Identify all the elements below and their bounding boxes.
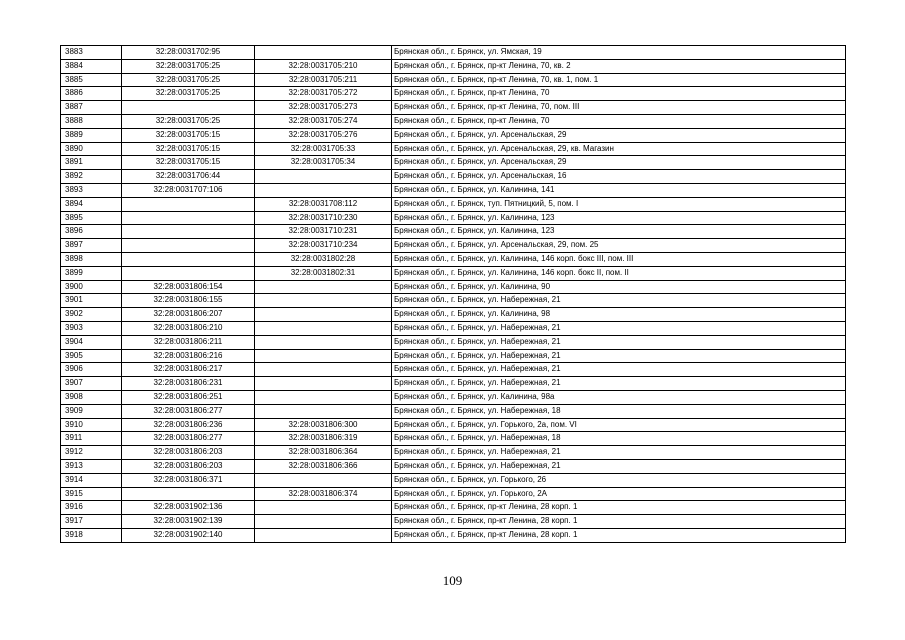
cadastral-number-cell [122, 211, 255, 225]
row-number-cell: 3901 [61, 294, 122, 308]
cadastral-number-cell: 32:28:0031806:277 [122, 432, 255, 446]
cadastral-number-2-cell: 32:28:0031705:34 [255, 156, 392, 170]
cadastral-number-2-cell [255, 335, 392, 349]
cadastral-number-2-cell: 32:28:0031806:300 [255, 418, 392, 432]
row-number-cell: 3915 [61, 487, 122, 501]
cadastral-number-cell: 32:28:0031705:15 [122, 156, 255, 170]
table-row [61, 183, 846, 197]
address-cell: Брянская обл., г. Брянск, ул. Калинина, 146 корп. бокс II, пом. II [392, 266, 846, 280]
address-cell: Брянская обл., г. Брянск, туп. Пятницкий, 5, пом. I [392, 197, 846, 211]
cadastral-number-cell: 32:28:0031806:210 [122, 321, 255, 335]
row-number-cell: 3918 [61, 528, 122, 542]
row-number-cell: 3892 [61, 170, 122, 184]
cadastral-number-cell: 32:28:0031902:139 [122, 515, 255, 529]
table-row [61, 211, 846, 225]
table-row [61, 294, 846, 308]
table-row [61, 46, 846, 60]
cadastral-number-cell: 32:28:0031705:25 [122, 87, 255, 101]
cadastral-number-2-cell: 32:28:0031705:276 [255, 128, 392, 142]
table-row [61, 515, 846, 529]
row-number-cell: 3898 [61, 252, 122, 266]
cadastral-number-cell: 32:28:0031705:15 [122, 142, 255, 156]
table-row [61, 170, 846, 184]
table-row [61, 501, 846, 515]
address-cell: Брянская обл., г. Брянск, ул. Набережная, 21 [392, 446, 846, 460]
table-row [61, 252, 846, 266]
page-number: 109 [442, 573, 463, 588]
cadastral-number-cell [122, 266, 255, 280]
table-row [61, 59, 846, 73]
row-number-cell: 3888 [61, 114, 122, 128]
row-number-cell: 3887 [61, 101, 122, 115]
table-row [61, 156, 846, 170]
cadastral-number-cell: 32:28:0031705:15 [122, 128, 255, 142]
address-cell: Брянская обл., г. Брянск, пр-кт Ленина, 70, пом. III [392, 101, 846, 115]
table-row [61, 432, 846, 446]
row-number-cell: 3893 [61, 183, 122, 197]
table-row [61, 308, 846, 322]
cadastral-number-2-cell: 32:28:0031802:31 [255, 266, 392, 280]
cadastral-number-cell: 32:28:0031902:136 [122, 501, 255, 515]
cadastral-number-2-cell: 32:28:0031705:211 [255, 73, 392, 87]
cadastral-number-cell: 32:28:0031806:236 [122, 418, 255, 432]
cadastral-number-cell: 32:28:0031706:44 [122, 170, 255, 184]
address-cell: Брянская обл., г. Брянск, пр-кт Ленина, 70 [392, 87, 846, 101]
table-row [61, 280, 846, 294]
cadastral-number-2-cell [255, 170, 392, 184]
row-number-cell: 3914 [61, 473, 122, 487]
row-number-cell: 3889 [61, 128, 122, 142]
address-cell: Брянская обл., г. Брянск, ул. Набережная, 21 [392, 459, 846, 473]
address-cell: Брянская обл., г. Брянск, ул. Горького, 2А [392, 487, 846, 501]
cadastral-number-2-cell [255, 404, 392, 418]
cadastral-number-2-cell: 32:28:0031806:374 [255, 487, 392, 501]
address-cell: Брянская обл., г. Брянск, ул. Набережная, 21 [392, 321, 846, 335]
row-number-cell: 3913 [61, 459, 122, 473]
cadastral-number-cell [122, 225, 255, 239]
row-number-cell: 3895 [61, 211, 122, 225]
row-number-cell: 3894 [61, 197, 122, 211]
row-number-cell: 3900 [61, 280, 122, 294]
cadastral-number-2-cell [255, 46, 392, 60]
cadastral-number-2-cell: 32:28:0031710:231 [255, 225, 392, 239]
address-cell: Брянская обл., г. Брянск, ул. Набережная, 18 [392, 432, 846, 446]
address-cell: Брянская обл., г. Брянск, ул. Калинина, 98а [392, 390, 846, 404]
row-number-cell: 3883 [61, 46, 122, 60]
address-cell: Брянская обл., г. Брянск, пр-кт Ленина, 70, кв. 1, пом. 1 [392, 73, 846, 87]
address-cell: Брянская обл., г. Брянск, ул. Набережная, 21 [392, 363, 846, 377]
table-row [61, 101, 846, 115]
address-cell: Брянская обл., г. Брянск, ул. Арсенальская, 29 [392, 128, 846, 142]
cadastral-number-2-cell: 32:28:0031705:272 [255, 87, 392, 101]
row-number-cell: 3912 [61, 446, 122, 460]
cadastral-number-2-cell: 32:28:0031705:210 [255, 59, 392, 73]
cadastral-number-2-cell: 32:28:0031708:112 [255, 197, 392, 211]
cadastral-number-2-cell: 32:28:0031705:273 [255, 101, 392, 115]
cadastral-number-2-cell [255, 308, 392, 322]
cadastral-number-2-cell: 32:28:0031705:33 [255, 142, 392, 156]
address-cell: Брянская обл., г. Брянск, ул. Арсенальская, 29, пом. 25 [392, 239, 846, 253]
row-number-cell: 3884 [61, 59, 122, 73]
address-cell: Брянская обл., г. Брянск, ул. Горького, 2а, пом. VI [392, 418, 846, 432]
cadastral-number-2-cell [255, 280, 392, 294]
cadastral-number-cell: 32:28:0031806:154 [122, 280, 255, 294]
cadastral-number-2-cell [255, 294, 392, 308]
cadastral-number-cell: 32:28:0031902:140 [122, 528, 255, 542]
cadastral-number-cell: 32:28:0031702:95 [122, 46, 255, 60]
row-number-cell: 3886 [61, 87, 122, 101]
address-cell: Брянская обл., г. Брянск, ул. Калинина, 123 [392, 211, 846, 225]
table-row [61, 128, 846, 142]
cadastral-number-cell: 32:28:0031806:203 [122, 446, 255, 460]
row-number-cell: 3909 [61, 404, 122, 418]
row-number-cell: 3910 [61, 418, 122, 432]
cadastral-number-2-cell: 32:28:0031802:28 [255, 252, 392, 266]
table-row [61, 266, 846, 280]
address-cell: Брянская обл., г. Брянск, ул. Ямская, 19 [392, 46, 846, 60]
table-row [61, 363, 846, 377]
table-row [61, 418, 846, 432]
cadastral-number-cell [122, 197, 255, 211]
cadastral-number-2-cell [255, 473, 392, 487]
table-row [61, 73, 846, 87]
address-cell: Брянская обл., г. Брянск, ул. Набережная, 18 [392, 404, 846, 418]
table-row [61, 390, 846, 404]
row-number-cell: 3905 [61, 349, 122, 363]
row-number-cell: 3899 [61, 266, 122, 280]
table-row [61, 335, 846, 349]
row-number-cell: 3904 [61, 335, 122, 349]
cadastral-number-cell: 32:28:0031705:25 [122, 73, 255, 87]
cadastral-number-cell: 32:28:0031806:207 [122, 308, 255, 322]
cadastral-number-cell: 32:28:0031806:203 [122, 459, 255, 473]
cadastral-number-cell [122, 252, 255, 266]
cadastral-number-2-cell [255, 501, 392, 515]
address-cell: Брянская обл., г. Брянск, ул. Набережная, 21 [392, 349, 846, 363]
cadastral-number-cell: 32:28:0031806:216 [122, 349, 255, 363]
table-row [61, 446, 846, 460]
table-row [61, 225, 846, 239]
table-row [61, 377, 846, 391]
table-body [61, 46, 846, 543]
cadastral-number-cell: 32:28:0031806:211 [122, 335, 255, 349]
row-number-cell: 3907 [61, 377, 122, 391]
row-number-cell: 3897 [61, 239, 122, 253]
address-cell: Брянская обл., г. Брянск, ул. Арсенальская, 29 [392, 156, 846, 170]
address-cell: Брянская обл., г. Брянск, пр-кт Ленина, 28 корп. 1 [392, 501, 846, 515]
cadastral-number-2-cell [255, 377, 392, 391]
table-row [61, 87, 846, 101]
address-cell: Брянская обл., г. Брянск, ул. Калинина, 90 [392, 280, 846, 294]
cadastral-number-2-cell [255, 515, 392, 529]
cadastral-number-cell [122, 101, 255, 115]
address-cell: Брянская обл., г. Брянск, пр-кт Ленина, 70, кв. 2 [392, 59, 846, 73]
cadastral-number-2-cell [255, 321, 392, 335]
address-cell: Брянская обл., г. Брянск, ул. Горького, 26 [392, 473, 846, 487]
row-number-cell: 3890 [61, 142, 122, 156]
address-cell: Брянская обл., г. Брянск, ул. Набережная, 21 [392, 294, 846, 308]
cadastral-number-2-cell [255, 183, 392, 197]
cadastral-number-2-cell [255, 528, 392, 542]
address-cell: Брянская обл., г. Брянск, ул. Калинина, 123 [392, 225, 846, 239]
row-number-cell: 3903 [61, 321, 122, 335]
table-row [61, 528, 846, 542]
cadastral-number-2-cell [255, 363, 392, 377]
table-row [61, 487, 846, 501]
address-cell: Брянская обл., г. Брянск, ул. Набережная, 21 [392, 377, 846, 391]
address-cell: Брянская обл., г. Брянск, ул. Арсенальская, 29, кв. Магазин [392, 142, 846, 156]
cadastral-number-cell: 32:28:0031806:155 [122, 294, 255, 308]
table-row [61, 321, 846, 335]
cadastral-number-cell: 32:28:0031707:106 [122, 183, 255, 197]
row-number-cell: 3916 [61, 501, 122, 515]
cadastral-number-cell: 32:28:0031806:277 [122, 404, 255, 418]
address-cell: Брянская обл., г. Брянск, пр-кт Ленина, 28 корп. 1 [392, 528, 846, 542]
address-cell: Брянская обл., г. Брянск, ул. Арсенальская, 16 [392, 170, 846, 184]
table-row [61, 142, 846, 156]
address-cell: Брянская обл., г. Брянск, ул. Набережная, 21 [392, 335, 846, 349]
cadastral-number-2-cell [255, 390, 392, 404]
row-number-cell: 3902 [61, 308, 122, 322]
cadastral-number-cell: 32:28:0031806:231 [122, 377, 255, 391]
cadastral-number-cell: 32:28:0031705:25 [122, 59, 255, 73]
cadastral-number-2-cell: 32:28:0031705:274 [255, 114, 392, 128]
cadastral-number-cell: 32:28:0031806:371 [122, 473, 255, 487]
cadastral-number-cell: 32:28:0031705:25 [122, 114, 255, 128]
address-cell: Брянская обл., г. Брянск, ул. Калинина, 98 [392, 308, 846, 322]
property-table [60, 45, 846, 543]
table-row [61, 239, 846, 253]
row-number-cell: 3911 [61, 432, 122, 446]
cadastral-number-2-cell: 32:28:0031806:319 [255, 432, 392, 446]
address-cell: Брянская обл., г. Брянск, пр-кт Ленина, 28 корп. 1 [392, 515, 846, 529]
cadastral-number-2-cell: 32:28:0031710:230 [255, 211, 392, 225]
cadastral-number-2-cell [255, 349, 392, 363]
address-cell: Брянская обл., г. Брянск, ул. Калинина, 146 корп. бокс III, пом. III [392, 252, 846, 266]
cadastral-number-2-cell: 32:28:0031806:366 [255, 459, 392, 473]
row-number-cell: 3906 [61, 363, 122, 377]
row-number-cell: 3917 [61, 515, 122, 529]
cadastral-number-2-cell: 32:28:0031806:364 [255, 446, 392, 460]
cadastral-number-cell: 32:28:0031806:217 [122, 363, 255, 377]
table-row [61, 404, 846, 418]
cadastral-number-cell [122, 487, 255, 501]
table-row [61, 473, 846, 487]
table-row [61, 349, 846, 363]
row-number-cell: 3891 [61, 156, 122, 170]
address-cell: Брянская обл., г. Брянск, ул. Калинина, 141 [392, 183, 846, 197]
table-row [61, 197, 846, 211]
cadastral-number-cell: 32:28:0031806:251 [122, 390, 255, 404]
row-number-cell: 3908 [61, 390, 122, 404]
cadastral-number-2-cell: 32:28:0031710:234 [255, 239, 392, 253]
table-row [61, 114, 846, 128]
row-number-cell: 3885 [61, 73, 122, 87]
table-row [61, 459, 846, 473]
address-cell: Брянская обл., г. Брянск, пр-кт Ленина, 70 [392, 114, 846, 128]
cadastral-number-cell [122, 239, 255, 253]
row-number-cell: 3896 [61, 225, 122, 239]
